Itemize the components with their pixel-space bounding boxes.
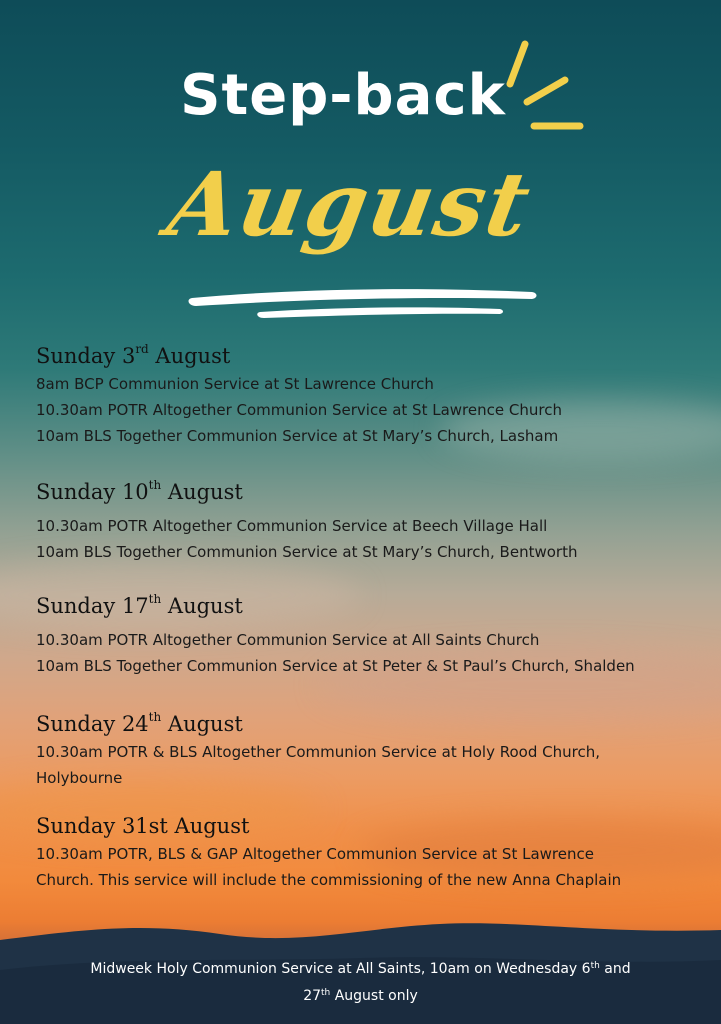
service-line: Church. This service will include the commissioning of the new Anna Chaplain xyxy=(36,871,622,890)
service-line: Holybourne xyxy=(36,769,123,788)
poster-title: Step-back xyxy=(180,63,506,128)
day-heading: Sunday 10th August xyxy=(36,478,243,504)
service-line: 10.30am POTR Altogether Communion Service at St Lawrence Church xyxy=(36,401,562,420)
day-heading: Sunday 24th August xyxy=(36,710,243,736)
day-block xyxy=(36,594,706,679)
service-line: 10am BLS Together Communion Service at St Peter & St Paul’s Church, Shalden xyxy=(36,657,635,676)
day-heading: Sunday 31st August xyxy=(36,814,250,838)
service-line: 10.30am POTR & BLS Altogether Communion Service at Holy Rood Church, xyxy=(36,743,600,762)
service-line: 10am BLS Together Communion Service at St Mary’s Church, Lasham xyxy=(36,427,559,446)
footer-line: Midweek Holy Communion Service at All Saints, 10am on Wednesday 6th and xyxy=(90,961,631,977)
day-heading: Sunday 17th August xyxy=(36,592,243,618)
day-block xyxy=(36,814,706,893)
service-line: 10.30am POTR Altogether Communion Service at Beech Village Hall xyxy=(36,517,548,536)
brush-underline xyxy=(189,289,537,318)
service-line: 10.30am POTR Altogether Communion Service at All Saints Church xyxy=(36,631,540,650)
poster-title-month: August xyxy=(160,152,540,256)
service-line: 10am BLS Together Communion Service at St Mary’s Church, Bentworth xyxy=(36,543,578,562)
day-block xyxy=(36,712,706,791)
footer-line: 27th August only xyxy=(303,988,418,1004)
day-block xyxy=(36,480,706,565)
service-line: 8am BCP Communion Service at St Lawrence Church xyxy=(36,375,434,394)
day-block xyxy=(36,344,706,449)
day-heading: Sunday 3rd August xyxy=(36,342,231,368)
service-line: 10.30am POTR, BLS & GAP Altogether Communion Service at St Lawrence xyxy=(36,845,594,864)
midweek-footer xyxy=(20,956,701,1010)
